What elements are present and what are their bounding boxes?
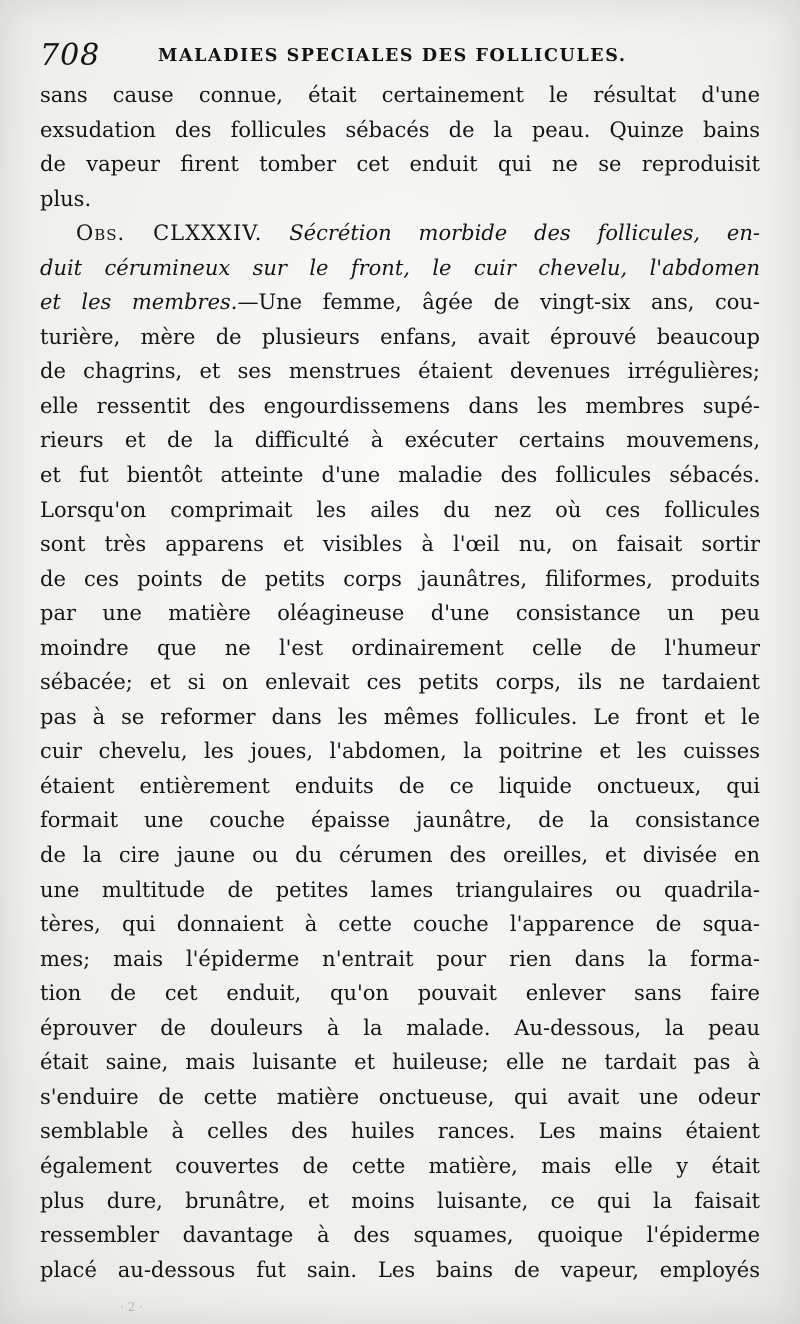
text-line: sébacée; et si on enlevait ces petits corps, ils ne tardaient [40, 670, 760, 695]
text-line: sans cause connue, était certainement le résultat d'une [40, 83, 760, 107]
text-line: moindre que ne l'est ordinairement celle de l'humeur [40, 635, 760, 660]
text-line: tères, qui donnaient à cette couche l'apparence de squa- [40, 912, 760, 937]
page-bottom-mark: · 2 · [120, 1300, 143, 1314]
running-title: MALADIES SPECIALES DES FOLLICULES. [158, 46, 627, 66]
text-line: pas à se reformer dans les mêmes follicules. Le front et le [40, 704, 760, 729]
text-line: plus. [40, 186, 92, 211]
text-line: formait une couche épaisse jaunâtre, de la consistance [40, 808, 760, 833]
text-line: également couvertes de cette matière, mais elle y était [40, 1153, 760, 1178]
observation-title-end: et les membres. [40, 290, 238, 315]
text-line: par une matière oléagineuse d'une consistance un peu [40, 601, 760, 626]
text-line: tion de cet enduit, qu'on pouvait enlever sans faire [40, 981, 760, 1006]
text-line: de ces points de petits corps jaunâtres, filiformes, produits [40, 566, 760, 591]
observation-text-start: —Une femme, âgée de vingt-six ans, cou- [237, 290, 760, 315]
page-header [40, 38, 760, 78]
text-line: cuir chevelu, les joues, l'abdomen, la poitrine et les cuisses [40, 739, 760, 764]
text-line: était saine, mais luisante et huileuse; elle ne tardait pas à [40, 1050, 760, 1075]
text-line: ressembler davantage à des squames, quoique l'épiderme [40, 1223, 760, 1248]
text-line: plus dure, brunâtre, et moins luisante, ce qui la faisait [40, 1188, 760, 1213]
text-line: sont très apparens et visibles à l'œil nu, on faisait sortir [40, 532, 760, 557]
text-line: semblable à celles des huiles rances. Les mains étaient [40, 1119, 760, 1144]
observation-label: Obs. CLXXXIV. [76, 221, 263, 246]
text-line: mes; mais l'épiderme n'entrait pour rien dans la forma- [40, 946, 760, 971]
text-line: éprouver de douleurs à la malade. Au-dessous, la peau [40, 1015, 760, 1040]
text-line: turière, mère de plusieurs enfans, avait éprouvé beaucoup [40, 324, 760, 349]
text-line: s'enduire de cette matière onctueuse, qui avait une odeur [40, 1084, 760, 1109]
text-line: Lorsqu'on comprimait les ailes du nez où ces follicules [40, 497, 760, 522]
text-line: de vapeur firent tomber cet enduit qui ne se reproduisit [40, 152, 760, 177]
body-text [40, 78, 760, 1287]
observation-title-line [40, 285, 760, 320]
observation-title: Sécrétion morbide des follicules, en- [289, 221, 760, 246]
text-line: de la cire jaune ou du cérumen des oreilles, et divisée en [40, 843, 760, 868]
observation-title-line: duit cérumineux sur le front, le cuir chevelu, l'abdomen [40, 255, 760, 280]
text-line: elle ressentit des engourdissemens dans les membres supé- [40, 393, 760, 418]
text-line: une multitude de petites lames triangulaires ou quadrila- [40, 877, 760, 902]
text-line: étaient entièrement enduits de ce liquide onctueux, qui [40, 773, 760, 798]
text-line: rieurs et de la difficulté à exécuter certains mouvemens, [40, 428, 760, 453]
text-line: et fut bientôt atteinte d'une maladie des follicules sébacés. [40, 463, 760, 488]
text-line: placé au-dessous fut sain. Les bains de vapeur, employés [40, 1257, 760, 1282]
text-line: exsudation des follicules sébacés de la peau. Quinze bains [40, 117, 760, 142]
text-line: de chagrins, et ses menstrues étaient devenues irrégulières; [40, 359, 760, 384]
observation-heading-line [40, 216, 760, 251]
page-number: 708 [40, 38, 101, 73]
